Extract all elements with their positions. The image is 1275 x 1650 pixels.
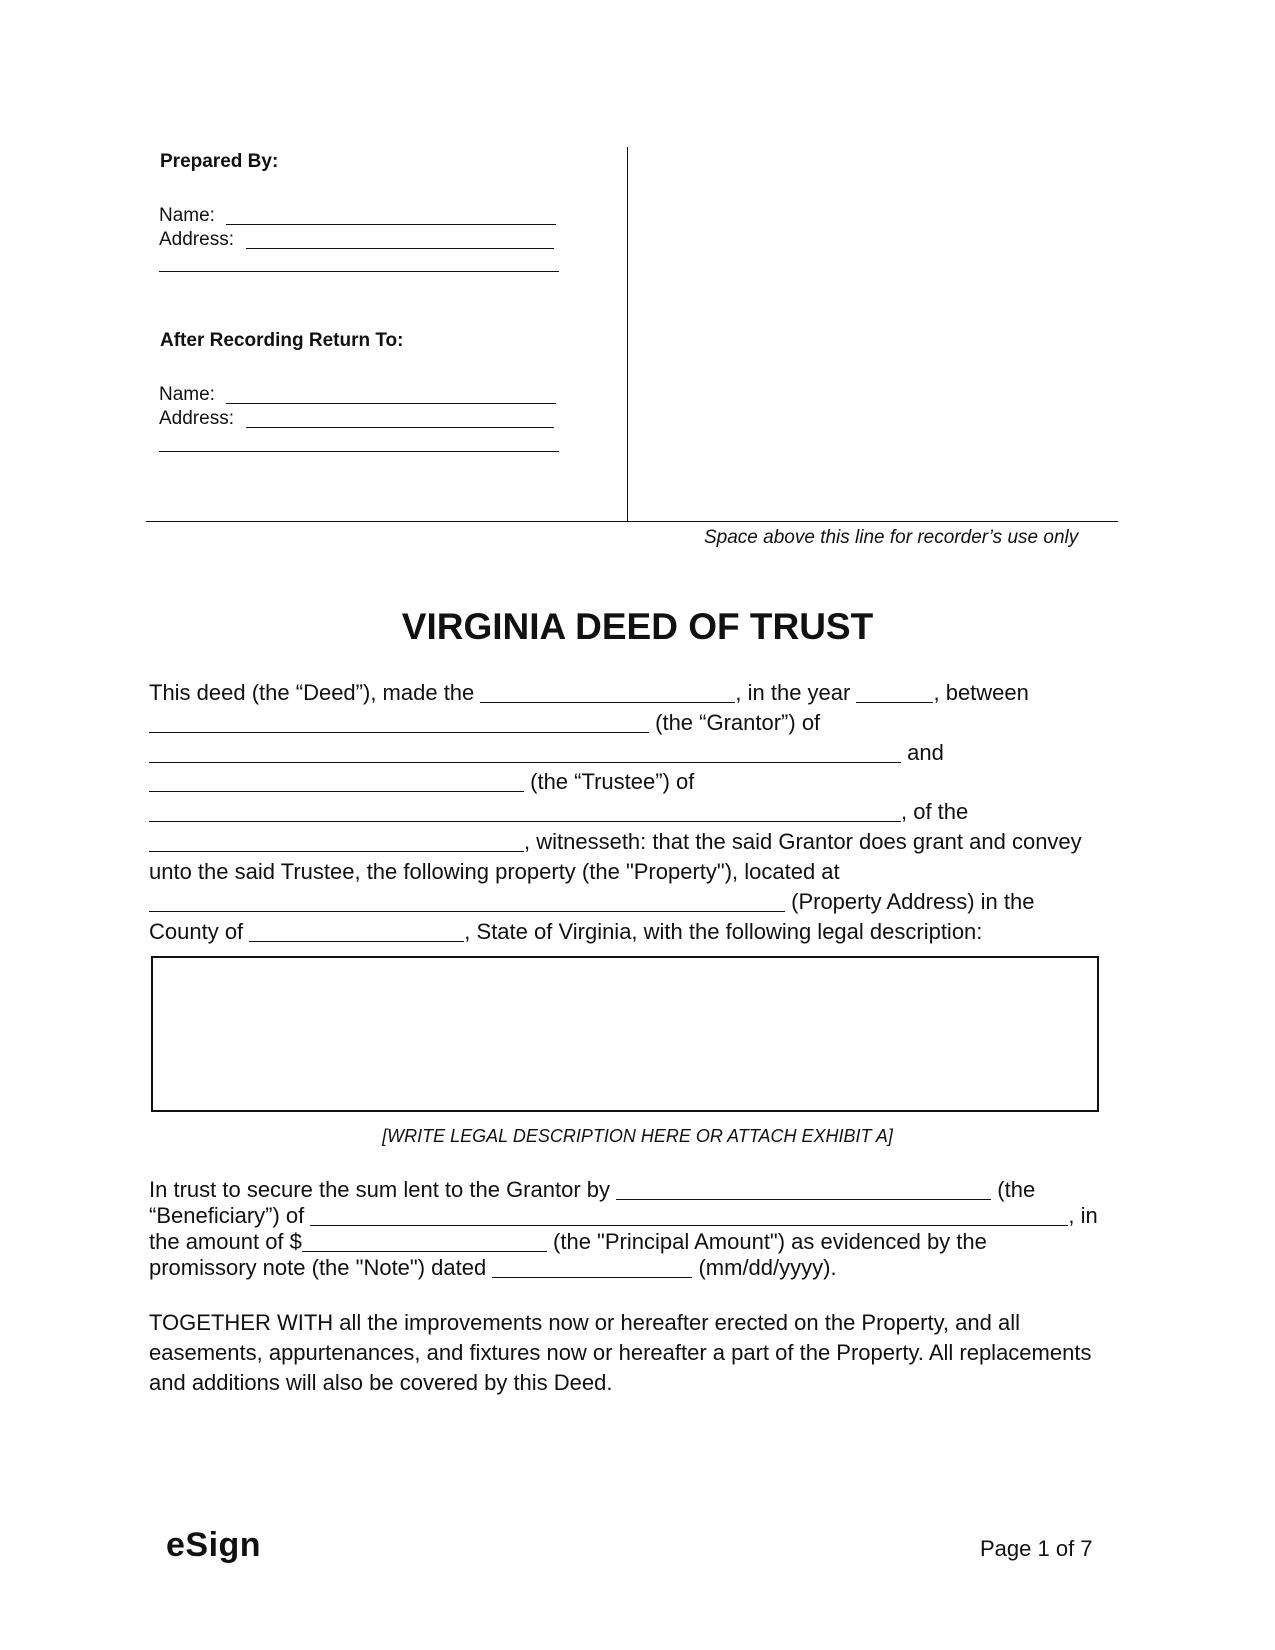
trustee-name-field[interactable] xyxy=(149,769,524,792)
recorder-note: Space above this line for recorder’s use only xyxy=(704,527,1079,548)
beneficiary-address-field[interactable] xyxy=(310,1203,1068,1226)
return-to-heading: After Recording Return To: xyxy=(160,330,404,351)
return-address-label: Address: xyxy=(159,408,234,429)
trustee-address-field[interactable] xyxy=(149,799,901,822)
intro-text-8: , witnesseth: that the said Grantor does grant and convey xyxy=(524,829,1082,854)
intro-text-5: and xyxy=(907,740,944,765)
intro-text-12: , State of Virginia, with the following legal description: xyxy=(464,919,983,944)
intro-text-1: This deed (the “Deed”), made the xyxy=(149,680,475,705)
trust-text-2: (the xyxy=(997,1177,1036,1202)
grantor-name-field[interactable] xyxy=(149,710,649,733)
intro-text-2: , in the year xyxy=(735,680,851,705)
note-date-field[interactable] xyxy=(492,1255,692,1278)
trust-text-4: , in xyxy=(1068,1203,1098,1228)
trust-text-7: promissory note (the "Note") dated xyxy=(149,1255,487,1280)
prepared-address-field[interactable] xyxy=(246,248,554,249)
trust-text-1: In trust to secure the sum lent to the Grantor by xyxy=(149,1177,611,1202)
prepared-address-label: Address: xyxy=(159,229,234,250)
deed-year-field[interactable] xyxy=(856,680,933,703)
recorder-area-divider xyxy=(627,147,628,521)
grantor-address-field[interactable] xyxy=(149,740,901,763)
deed-day-field[interactable] xyxy=(480,680,735,703)
return-address-field-line2[interactable] xyxy=(159,451,559,452)
intro-text-4: (the “Grantor”) of xyxy=(655,710,821,735)
intro-text-10: (Property Address) in the xyxy=(791,889,1035,914)
principal-amount-field[interactable] xyxy=(302,1229,547,1252)
county-field[interactable] xyxy=(249,919,464,942)
together-with-paragraph: TOGETHER WITH all the improvements now or hereafter erected on the Property, and all easements, appurtenances, and fixtures now or hereafter a part of the Property. All replacements and additions will also be covered by this Deed. xyxy=(149,1310,1092,1395)
beneficiary-name-field[interactable] xyxy=(616,1177,991,1200)
trust-text-6: (the "Principal Amount") as evidenced by the xyxy=(553,1229,987,1254)
page-number: Page 1 of 7 xyxy=(980,1536,1093,1561)
intro-text-11: County of xyxy=(149,919,244,944)
trustee-location-field[interactable] xyxy=(149,829,524,852)
prepared-by-heading: Prepared By: xyxy=(160,151,279,172)
trust-text-3: “Beneficiary”) of xyxy=(149,1203,305,1228)
trust-text-5: the amount of $ xyxy=(149,1229,302,1254)
trust-text-8: (mm/dd/yyyy). xyxy=(698,1255,837,1280)
prepared-name-field[interactable] xyxy=(226,224,556,225)
property-address-field[interactable] xyxy=(149,889,785,912)
recorder-line xyxy=(146,521,1118,522)
legal-description-caption: [WRITE LEGAL DESCRIPTION HERE OR ATTACH EXHIBIT A] xyxy=(382,1126,893,1146)
intro-text-7: , of the xyxy=(901,799,969,824)
intro-text-6: (the “Trustee”) of xyxy=(530,769,695,794)
legal-description-box[interactable] xyxy=(151,956,1099,1112)
esign-logo: eSign xyxy=(166,1526,262,1564)
intro-text-9: unto the said Trustee, the following property (the "Property"), located at xyxy=(149,859,840,884)
return-address-field[interactable] xyxy=(246,427,554,428)
prepared-name-label: Name: xyxy=(159,205,215,226)
document-title: VIRGINIA DEED OF TRUST xyxy=(401,606,874,647)
return-name-label: Name: xyxy=(159,384,215,405)
return-name-field[interactable] xyxy=(226,403,556,404)
prepared-address-field-line2[interactable] xyxy=(159,271,559,272)
intro-text-3: , between xyxy=(933,680,1029,705)
